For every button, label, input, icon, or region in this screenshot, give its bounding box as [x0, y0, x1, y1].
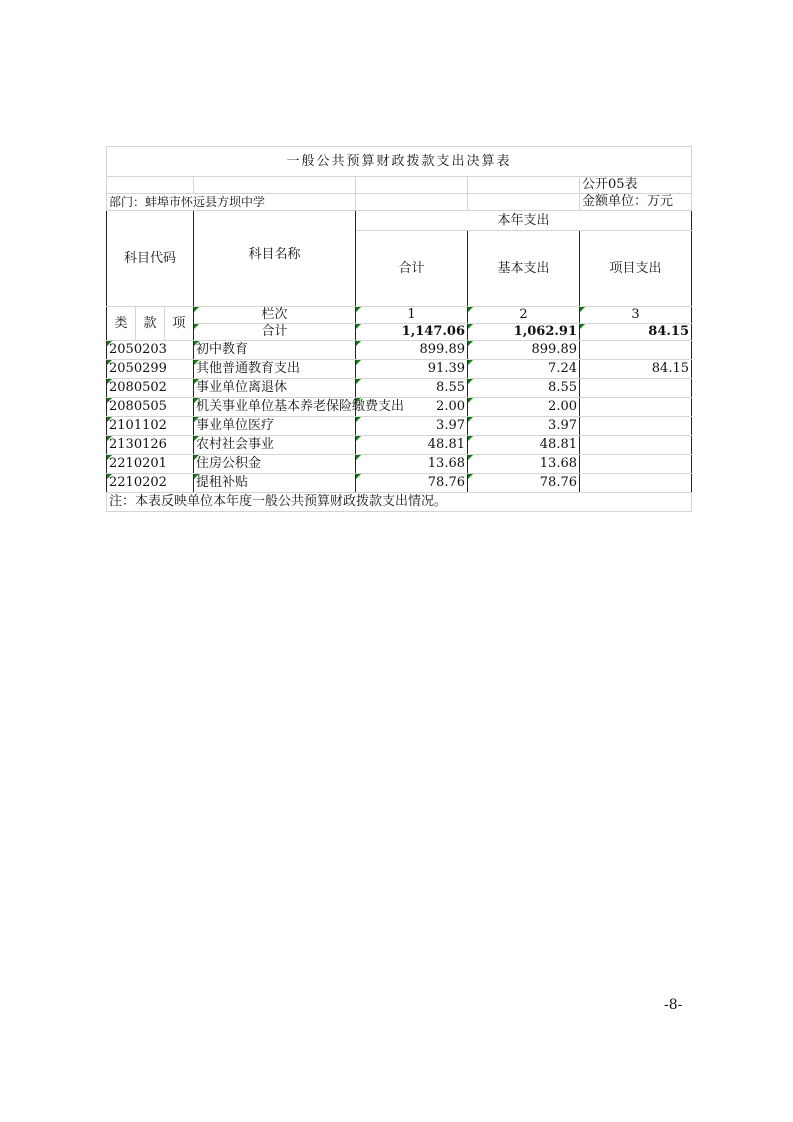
row-project [580, 379, 692, 398]
header-year-expense: 本年支出 [356, 211, 692, 231]
row-code: 2210202 [107, 474, 194, 493]
row-total: 8.55 [356, 379, 468, 398]
row-code: 2101102 [107, 417, 194, 436]
header-project: 项目支出 [580, 231, 692, 307]
row-total: 48.81 [356, 436, 468, 455]
table-note: 注：本表反映单位本年度一般公共预算财政拨款支出情况。 [107, 493, 692, 512]
header-code: 科目代码 [107, 211, 194, 307]
row-total: 899.89 [356, 341, 468, 360]
table-row [107, 379, 692, 398]
row-name: 事业单位离退休 [194, 379, 356, 398]
row-code: 2050203 [107, 341, 194, 360]
department-label: 部门：蚌埠市怀远县方坝中学 [107, 194, 356, 211]
row-name: 事业单位医疗 [194, 417, 356, 436]
row-basic: 13.68 [468, 455, 580, 474]
table-row [107, 455, 692, 474]
row-project [580, 398, 692, 417]
row-project [580, 417, 692, 436]
table-row [107, 398, 692, 417]
header-lanci: 栏次 [194, 307, 356, 324]
row-project [580, 474, 692, 493]
col-index-1: 1 [356, 307, 468, 324]
row-name: 住房公积金 [194, 455, 356, 474]
row-project: 84.15 [580, 360, 692, 379]
table-title: 一般公共预算财政拨款支出决算表 [107, 147, 692, 177]
table-row [107, 341, 692, 360]
header-basic: 基本支出 [468, 231, 580, 307]
page-number: -8- [664, 997, 683, 1013]
row-code: 2130126 [107, 436, 194, 455]
table-row [107, 474, 692, 493]
col-index-2: 2 [468, 307, 580, 324]
col-index-3: 3 [580, 307, 692, 324]
total-row-label: 合计 [194, 324, 356, 341]
header-kuan: 款 [136, 307, 165, 341]
row-basic: 899.89 [468, 341, 580, 360]
row-project [580, 436, 692, 455]
row-name: 农村社会事业 [194, 436, 356, 455]
row-basic: 2.00 [468, 398, 580, 417]
row-total: 3.97 [356, 417, 468, 436]
row-name: 提租补贴 [194, 474, 356, 493]
table-row [107, 417, 692, 436]
row-basic: 48.81 [468, 436, 580, 455]
header-lei: 类 [107, 307, 136, 341]
row-name: 机关事业单位基本养老保险缴费支出 [194, 398, 356, 417]
row-total: 91.39 [356, 360, 468, 379]
row-total: 2.00 [356, 398, 468, 417]
row-name: 初中教育 [194, 341, 356, 360]
row-code: 2080505 [107, 398, 194, 417]
total-row-basic: 1,062.91 [468, 324, 580, 341]
table-row [107, 436, 692, 455]
row-project [580, 341, 692, 360]
header-xiang: 项 [165, 307, 194, 341]
form-number: 公开05表 [580, 177, 692, 194]
row-name: 其他普通教育支出 [194, 360, 356, 379]
row-total: 78.76 [356, 474, 468, 493]
row-code: 2050299 [107, 360, 194, 379]
row-total: 13.68 [356, 455, 468, 474]
row-code: 2210201 [107, 455, 194, 474]
table-row [107, 360, 692, 379]
header-name: 科目名称 [194, 211, 356, 307]
row-basic: 78.76 [468, 474, 580, 493]
unit-label: 金额单位：万元 [580, 194, 692, 211]
header-total: 合计 [356, 231, 468, 307]
row-basic: 3.97 [468, 417, 580, 436]
total-row-total: 1,147.06 [356, 324, 468, 341]
total-row-project: 84.15 [580, 324, 692, 341]
row-basic: 7.24 [468, 360, 580, 379]
expenditure-table [106, 146, 692, 512]
row-code: 2080502 [107, 379, 194, 398]
row-basic: 8.55 [468, 379, 580, 398]
row-project [580, 455, 692, 474]
